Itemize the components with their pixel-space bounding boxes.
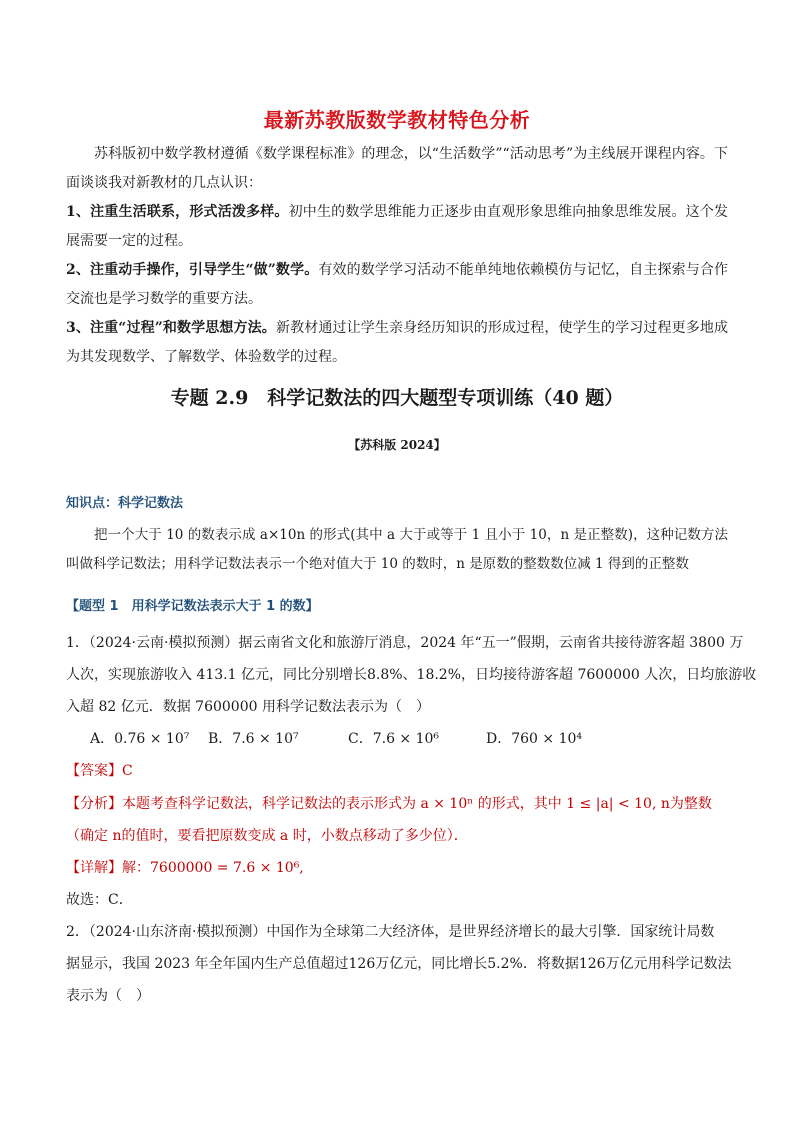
point-2-lead: 2、注重动手操作，引导学生“做”数学。 (66, 262, 319, 278)
type-1-heading: 【题型 1 用科学记数法表示大于 1 的数】 (66, 599, 319, 614)
q1-answer (66, 760, 728, 780)
q1-option-d: D．760 × 10⁴ (486, 731, 583, 747)
detail-text: 解：7600000 = 7.6 × 10⁶, (122, 860, 304, 876)
point-3-lead: 3、注重“过程”和数学思想方法。 (66, 320, 276, 336)
point-3 (66, 314, 728, 372)
q1-option-b: B．7.6 × 10⁷ (208, 731, 299, 747)
point-1-body: 初中生的数学思维能力正逐步由直观形象思维向抽象思维发展。这个发展需要一定的过程。 (66, 204, 729, 249)
q1-analysis (66, 793, 728, 813)
answer-tag: 【答案】 (66, 763, 122, 779)
point-3-body: 新教材通过让学生亲身经历知识的形成过程，使学生的学习过程更多地成为其发现数学、了解数学、体验数学的过程。 (66, 320, 728, 365)
q1-detail (66, 857, 728, 877)
q1-option-a: A．0.76 × 10⁷ (90, 731, 190, 747)
answer-value: C (122, 763, 133, 779)
point-1-lead: 1、注重生活联系，形式活泼多样。 (66, 204, 289, 220)
q2-line-3: 表示为（ ） (66, 988, 150, 1004)
q1-line-2: 人次，实现旅游收入 413.1 亿元，同比分别增长8.8%、18.2%，日均接待游客超 7600000 人次，日均旅游收 (66, 667, 757, 683)
point-2 (66, 256, 728, 314)
q1-line-3: 入超 82 亿元．数据 7600000 用科学记数法表示为（ ） (66, 699, 430, 715)
q1-conclusion: 故选：C． (66, 892, 133, 908)
point-1 (66, 198, 728, 256)
knowledge-point-label: 知识点：科学记数法 (66, 496, 184, 511)
page-title: 最新苏教版数学教材特色分析 (263, 108, 531, 132)
edition-label: 【苏科版 2024】 (348, 438, 446, 452)
intro-paragraph: 苏科版初中数学教材遵循《数学课程标准》的理念，以“生活数学”“活动思考”为主线展开课程内容。下面谈谈我对新教材的几点认识： (66, 146, 728, 191)
q2-line-1: 2．（2024·山东济南·模拟预测）中国作为全球第二大经济体，是世界经济增长的最大引擎．国家统计局数 (66, 924, 715, 940)
analysis-line-2: （确定 n的值时，要看把原数变成 a 时，小数点移动了多少位）． (66, 828, 468, 844)
q1-option-c: C．7.6 × 10⁶ (348, 731, 440, 747)
q2-line-2: 据显示，我国 2023 年全年国内生产总值超过126万亿元，同比增长5.2%．将数据126万亿元用科学记数法 (66, 956, 732, 972)
topic-title: 专题 2.9 科学记数法的四大题型专项训练（40 题） (170, 387, 624, 409)
analysis-line-1: 本题考查科学记数法，科学记数法的表示形式为 a × 10ⁿ 的形式，其中 1 ≤ |a| < 10, n为整数 (122, 796, 712, 812)
point-2-body: 有效的数学学习活动不能单纯地依赖模仿与记忆，自主探索与合作交流也是学习数学的重要方法。 (66, 262, 728, 307)
knowledge-text: 把一个大于 10 的数表示成 a×10n 的形式(其中 a 大于或等于 1 且小于 10，n 是正整数)，这种记数方法叫做科学记数法；用科学记数法表示一个绝对值大于 10 的数时，n 是原数的整数数位减 1 得到的正整数 (66, 527, 728, 572)
analysis-tag: 【分析】 (66, 796, 122, 812)
q1-line-1: 1．（2024·云南·模拟预测）据云南省文化和旅游厅消息，2024 年“五一”假期，云南省共接待游客超 3800 万 (66, 635, 744, 651)
detail-tag: 【详解】 (66, 860, 122, 876)
